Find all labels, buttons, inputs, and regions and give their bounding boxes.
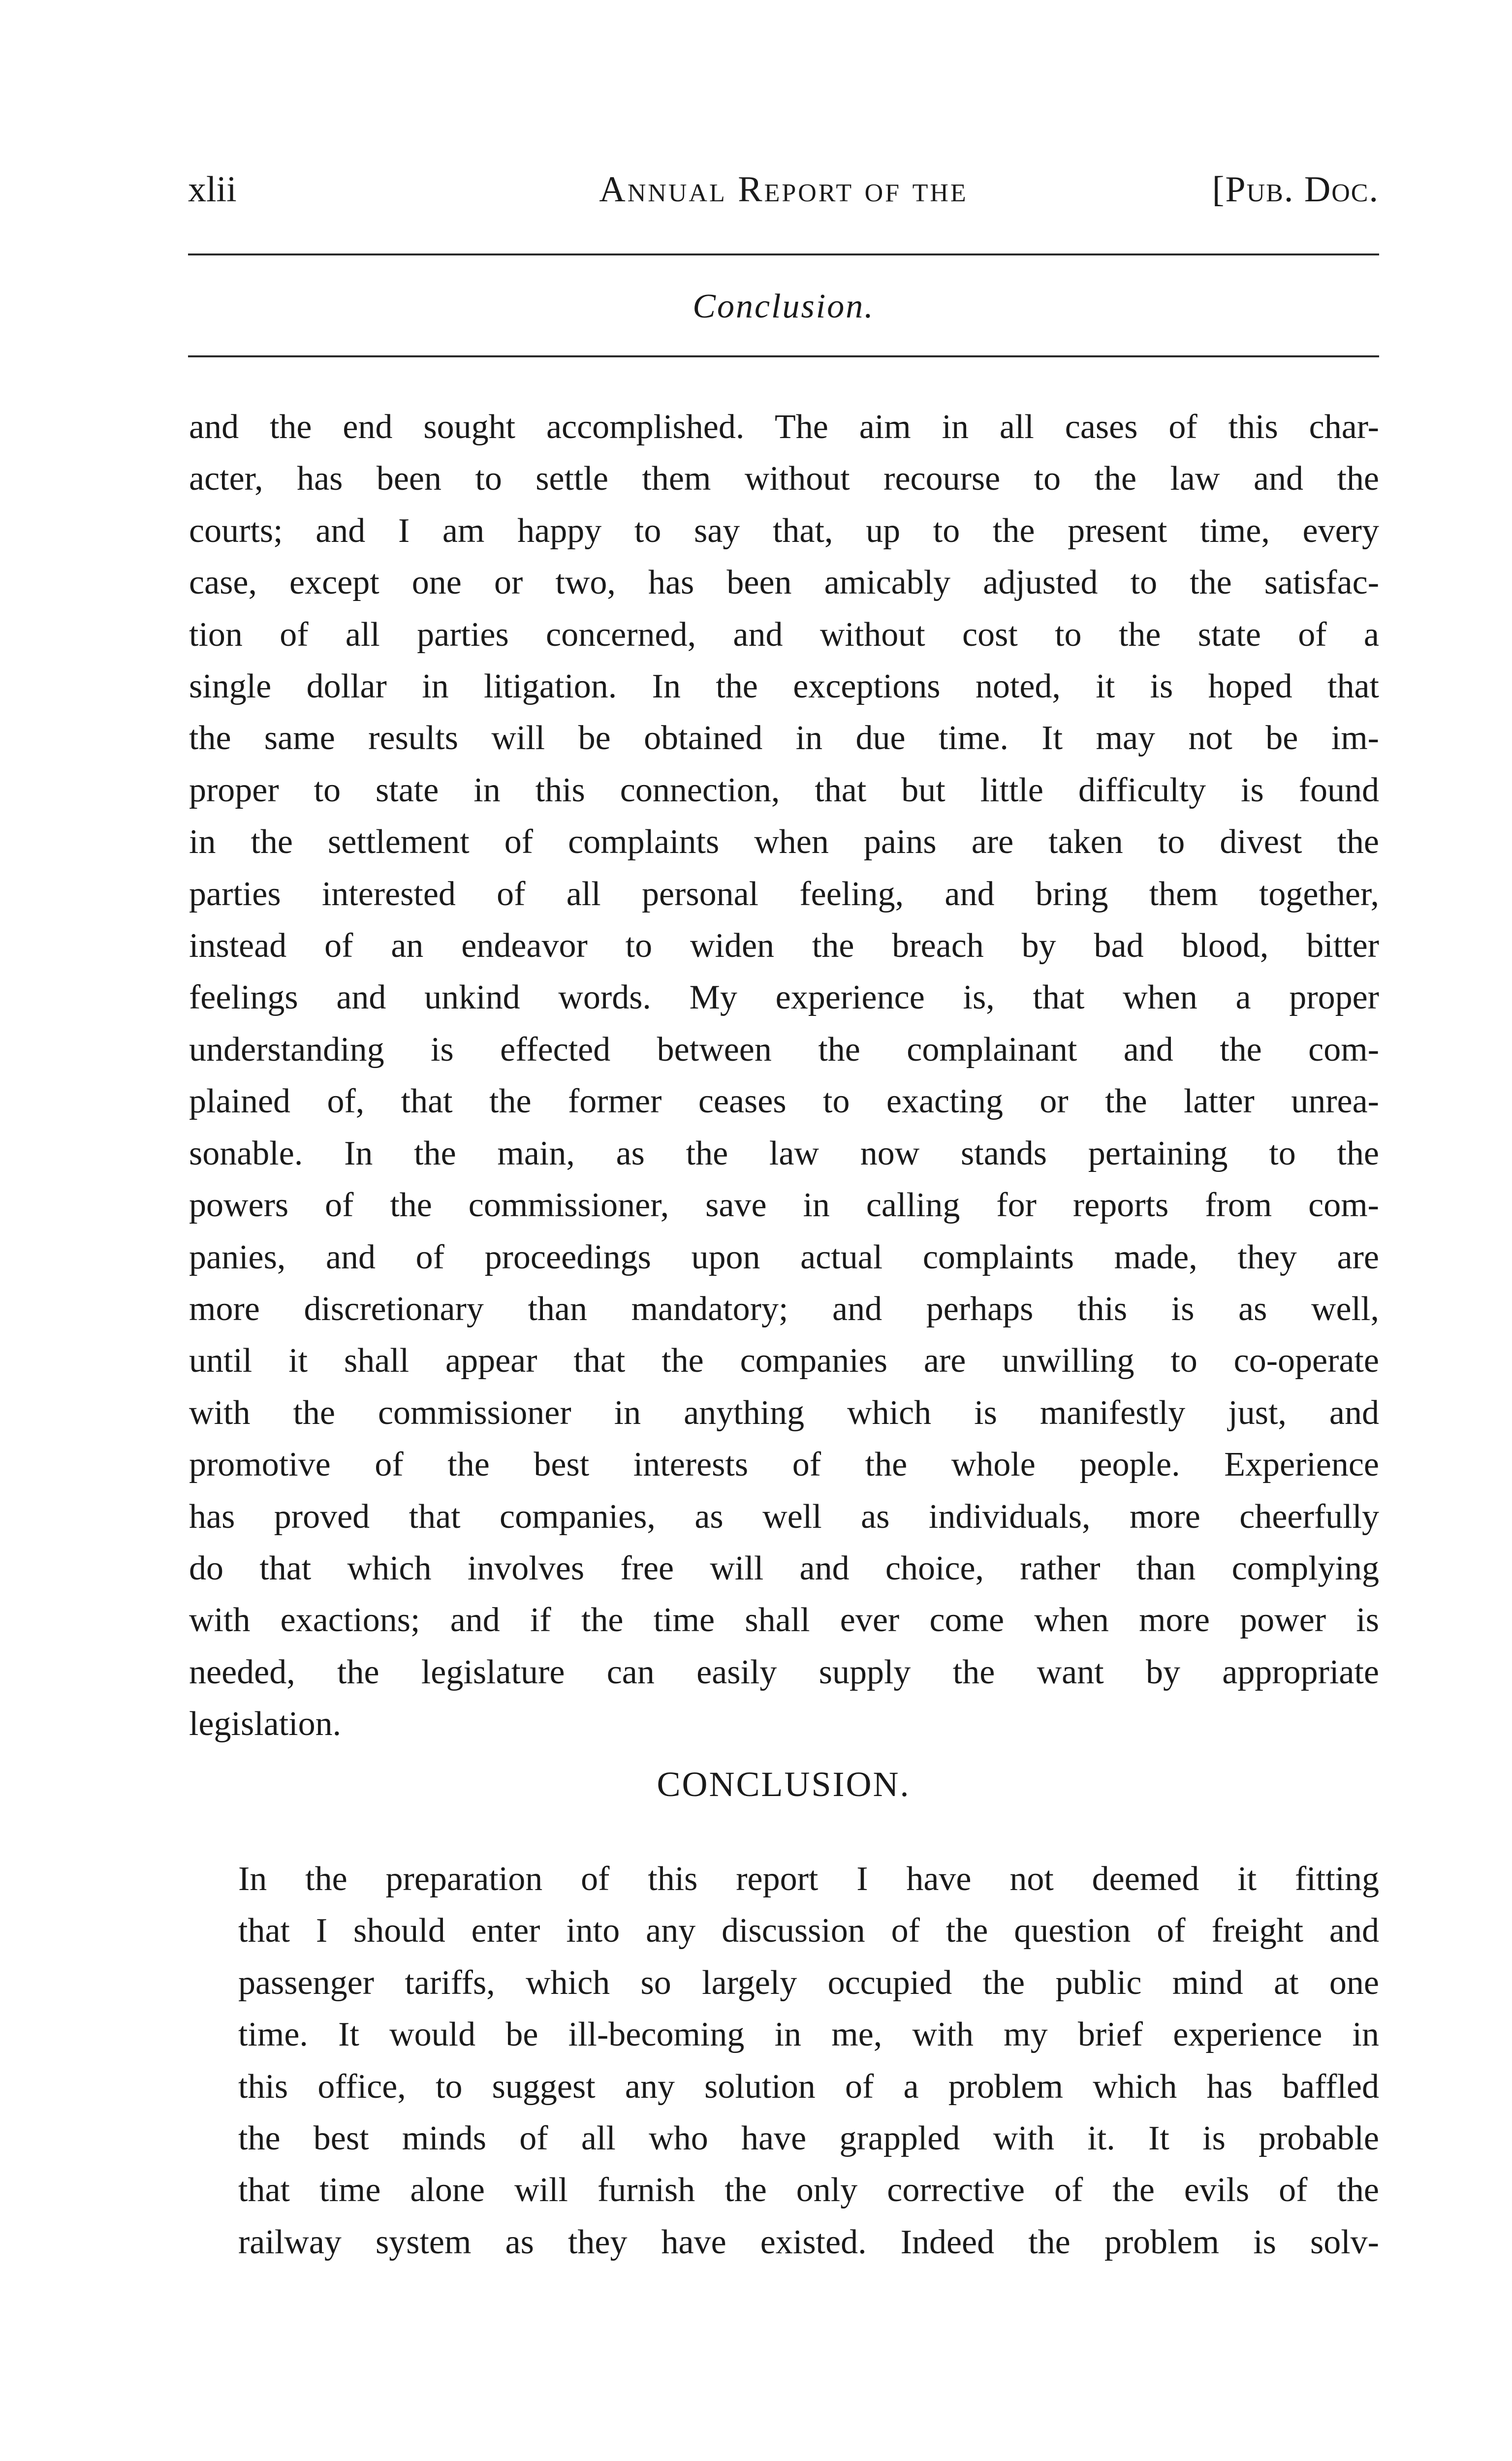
text-line: acter, has been to settle them without recourse to the law and the xyxy=(189,460,1379,498)
text-line: instead of an endeavor to widen the breach by bad blood, bitter xyxy=(189,927,1379,965)
text-line: with the commissioner in anything which is manifestly just, and xyxy=(189,1393,1379,1432)
conclusion-heading: CONCLUSION. xyxy=(657,1765,911,1804)
text-line: understanding is effected between the complainant and the com- xyxy=(189,1030,1379,1069)
body-paragraph-1 xyxy=(189,401,1379,1750)
header-rule-top xyxy=(188,253,1379,255)
text-line: that I should enter into any discussion of the question of freight and xyxy=(238,1912,1379,1950)
text-line: panies, and of proceedings upon actual complaints made, they are xyxy=(189,1238,1379,1276)
text-line: time. It would be ill-becoming in me, with my brief experience in xyxy=(238,2016,1379,2054)
text-line: do that which involves free will and choice, rather than complying xyxy=(189,1549,1379,1587)
text-line: parties interested of all personal feeling, and bring them together, xyxy=(189,875,1379,913)
text-line: promotive of the best interests of the whole people. Experience xyxy=(189,1446,1379,1484)
text-line: needed, the legislature can easily supply the want by appropriate xyxy=(189,1653,1379,1691)
document-label: [Pub. Doc. xyxy=(1212,169,1379,210)
text-line: until it shall appear that the companies are unwilling to co-operate xyxy=(189,1342,1379,1380)
running-title: Annual Report of the xyxy=(599,169,968,210)
text-line: this office, to suggest any solution of a problem which has baffled xyxy=(238,2067,1379,2106)
text-line: passenger tariffs, which so largely occupied the public mind at one xyxy=(238,1963,1379,2002)
text-line: proper to state in this connection, that but little difficulty is found xyxy=(189,771,1379,809)
text-line: case, except one or two, has been amicably adjusted to the satisfac- xyxy=(189,564,1379,602)
page-number: xlii xyxy=(188,169,237,210)
text-line: has proved that companies, as well as individuals, more cheerfully xyxy=(189,1497,1379,1536)
text-line: with exactions; and if the time shall ever come when more power is xyxy=(189,1601,1379,1640)
text-line: single dollar in litigation. In the exceptions noted, it is hoped that xyxy=(189,667,1379,706)
text-line: powers of the commissioner, save in calling for reports from com- xyxy=(189,1186,1379,1225)
body-paragraph-2 xyxy=(189,1853,1379,2268)
text-line: feelings and unkind words. My experience is, that when a proper xyxy=(189,978,1379,1017)
text-line: that time alone will furnish the only corrective of the evils of the xyxy=(238,2171,1379,2209)
text-line: and the end sought accomplished. The aim in all cases of this char- xyxy=(189,408,1379,446)
running-header xyxy=(188,162,1379,217)
section-title: Conclusion. xyxy=(693,287,875,325)
text-line: tion of all parties concerned, and without cost to the state of a xyxy=(189,615,1379,654)
text-line: the best minds of all who have grappled with it. It is probable xyxy=(238,2119,1379,2158)
text-line: railway system as they have existed. Indeed the problem is solv- xyxy=(238,2223,1379,2261)
text-line: courts; and I am happy to say that, up to the present time, every xyxy=(189,511,1379,550)
text-line: legislation. xyxy=(189,1705,342,1743)
text-line: more discretionary than mandatory; and perhaps this is as well, xyxy=(189,1290,1379,1328)
text-line: In the preparation of this report I have not deemed it fitting xyxy=(238,1860,1379,1898)
text-line: plained of, that the former ceases to exacting or the latter unrea- xyxy=(189,1082,1379,1121)
text-line: in the settlement of complaints when pains are taken to divest the xyxy=(189,823,1379,861)
text-line: the same results will be obtained in due time. It may not be im- xyxy=(189,719,1379,757)
text-line: sonable. In the main, as the law now stands pertaining to the xyxy=(189,1134,1379,1172)
header-rule-bottom xyxy=(188,355,1379,357)
